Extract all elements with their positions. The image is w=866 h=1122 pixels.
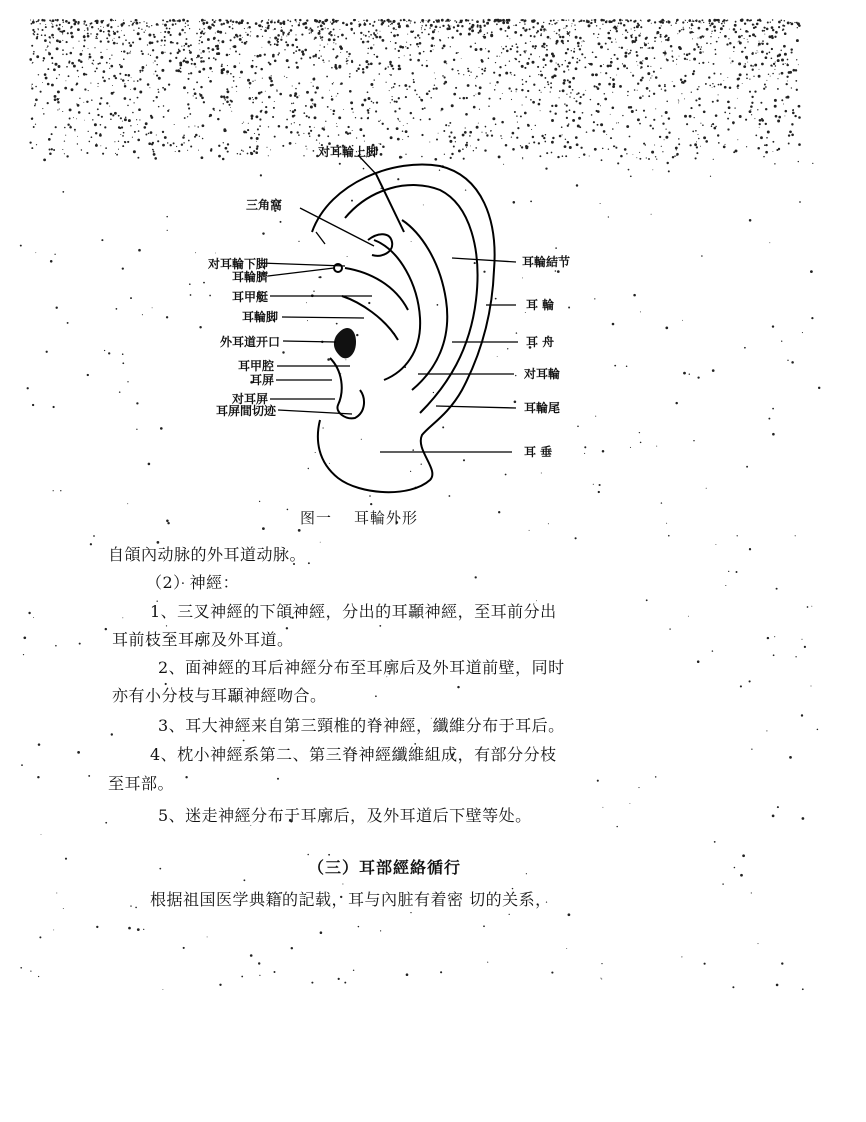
p1-line1: 1、三叉神經的下頜神經，分出的耳顳神經，至耳前分出	[150, 602, 557, 621]
label-cymba: 耳甲艇	[231, 290, 268, 304]
label-scapha: 耳 舟	[526, 335, 555, 349]
label-helix-crus: 耳輪脚	[241, 310, 278, 324]
figure-caption	[300, 507, 418, 528]
label-lower-crus: 对耳輪下脚	[207, 257, 268, 271]
p2-line2: 亦有小分枝与耳顳神經吻合。	[112, 686, 327, 705]
antihelix	[402, 220, 447, 390]
helix-inner	[345, 185, 478, 413]
helix-outline	[312, 164, 495, 492]
p1-line2: 耳前枝至耳廓及外耳道。	[112, 630, 294, 649]
caption-title: 耳輪外形	[354, 509, 419, 527]
label-helix-tail: 耳輪尾	[524, 401, 561, 415]
p5: 5、迷走神經分布于耳廓后，及外耳道后下壁等处。	[158, 806, 532, 825]
tragus	[330, 358, 364, 418]
label-triangular-fossa: 三角窩	[246, 198, 283, 212]
lower-crus	[345, 268, 408, 310]
text-line1: 自頜內动脉的外耳道动脉。	[108, 545, 307, 564]
upper-crus	[376, 174, 404, 232]
section-heading: （三）耳部經絡循行	[308, 858, 462, 877]
text-line2: （2）神經：	[146, 573, 240, 592]
label-antitragus: 对耳屏	[231, 392, 268, 406]
caption-number: 图一	[300, 509, 333, 527]
p6: 根据祖国医学典籍的記载，耳与內脏有着密 切的关系，	[150, 890, 552, 909]
label-intertragic-notch: 耳屏間切迹	[215, 404, 276, 418]
label-ear-canal-opening: 外耳道开口	[219, 335, 280, 349]
label-antihelix: 对耳輪	[524, 367, 561, 381]
label-helix-tubercle: 耳輪結节	[522, 255, 571, 269]
p3: 3、耳大神經来自第三頸椎的脊神經，纖維分布于耳后。	[158, 716, 565, 735]
label-upper-crus: 对耳輪上脚	[318, 145, 379, 159]
antihelix-inner	[374, 240, 420, 380]
p4-line2: 至耳部。	[108, 774, 175, 793]
p4-line1: 4、枕小神經系第二、第三脊神經纖維組成，有部分分枝	[150, 745, 557, 764]
label-tragus: 耳屏	[249, 373, 274, 387]
label-helix-umbilicus: 耳輪臍	[231, 270, 268, 284]
p2-line1: 2、面神經的耳后神經分布至耳廓后及外耳道前壁，同时	[158, 658, 565, 677]
ear-canal-shape	[334, 328, 356, 358]
label-lobe: 耳 垂	[524, 445, 553, 459]
label-helix: 耳 輪	[526, 298, 555, 312]
label-cavum: 耳甲腔	[237, 359, 274, 373]
ear-diagram	[0, 0, 866, 560]
